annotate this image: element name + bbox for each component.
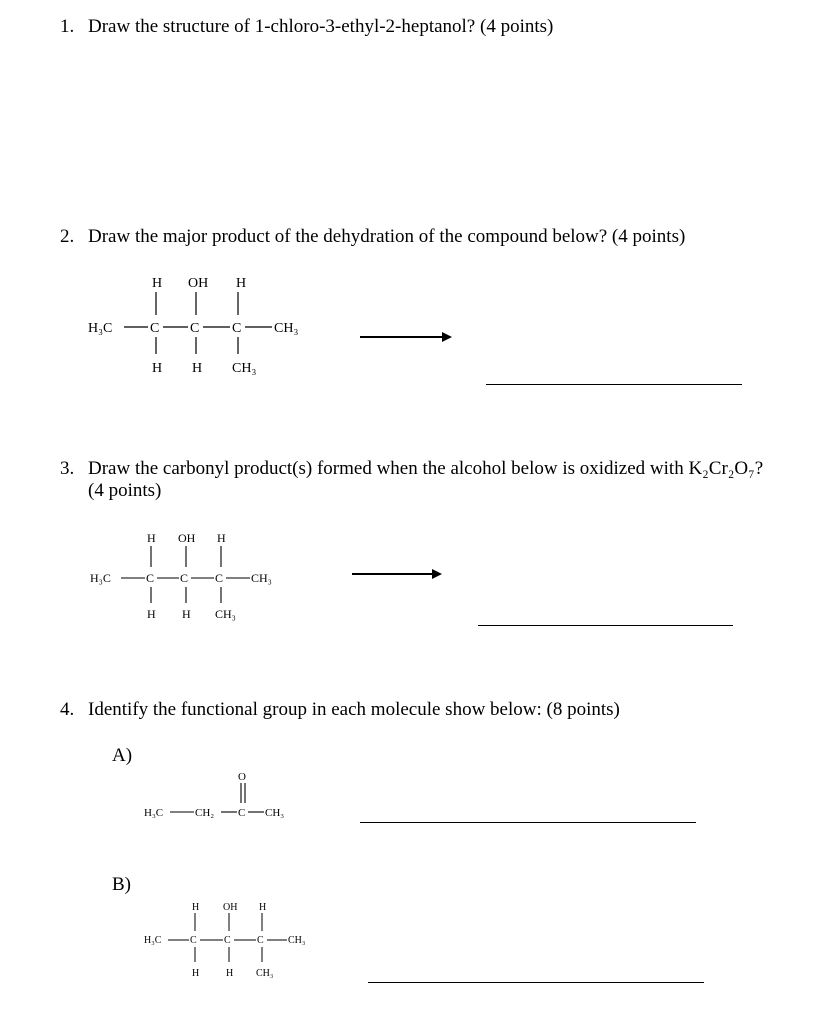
molecule-4a — [144, 768, 344, 828]
part-a-label: A) — [112, 745, 133, 766]
question-points: (4 points) — [88, 480, 162, 501]
mol-text: C — [146, 571, 155, 585]
mol-text: H₃C — [90, 571, 111, 585]
reaction-arrow — [360, 330, 456, 344]
molecule-q3 — [90, 528, 320, 624]
question-number: 3. — [60, 458, 75, 479]
mol-text: C — [190, 935, 197, 946]
mol-text: CH₃ — [256, 968, 274, 979]
question-number: 1. — [60, 16, 75, 37]
mol-text: C — [224, 935, 231, 946]
mol-text: OH — [178, 531, 196, 545]
question-number: 4. — [60, 699, 75, 720]
mol-text: C — [257, 935, 264, 946]
answer-line[interactable] — [368, 982, 704, 983]
mol-text: C — [180, 571, 189, 585]
question-number: 2. — [60, 226, 75, 247]
mol-text: CH₃ — [251, 571, 272, 585]
mol-text: H — [236, 276, 247, 291]
question-text: Draw the carbonyl product(s) formed when the alcohol below is oxidized with K₂Cr₂O₇? — [88, 458, 764, 479]
mol-text: H₃C — [144, 807, 164, 819]
question-text: Draw the major product of the dehydration of the compound below? (4 points) — [88, 226, 686, 247]
mol-text: CH₃ — [232, 361, 257, 376]
mol-text: OH — [188, 276, 209, 291]
mol-text: C — [150, 321, 160, 336]
mol-text: H — [217, 531, 226, 545]
mol-text: CH₂ — [195, 807, 215, 819]
question-3 — [60, 458, 763, 502]
mol-text: C — [232, 321, 242, 336]
mol-text: CH₃ — [215, 607, 236, 621]
question-2 — [60, 226, 685, 248]
mol-text: O — [238, 771, 246, 783]
mol-text: H — [147, 607, 156, 621]
mol-text: H — [192, 902, 200, 913]
mol-text: H₃C — [88, 321, 113, 336]
question-text: Identify the functional group in each molecule show below: (8 points) — [88, 699, 620, 720]
mol-text: H — [259, 902, 267, 913]
mol-text: OH — [223, 902, 238, 913]
answer-line[interactable] — [360, 822, 696, 823]
question-4 — [60, 699, 620, 721]
mol-text: C — [190, 321, 200, 336]
mol-text: C — [215, 571, 224, 585]
mol-text: CH₃ — [265, 807, 285, 819]
mol-text: H₃C — [144, 935, 162, 946]
answer-line[interactable] — [478, 625, 733, 626]
answer-line[interactable] — [486, 384, 742, 385]
mol-text: H — [192, 968, 200, 979]
mol-text: H — [147, 531, 156, 545]
question-text: Draw the structure of 1-chloro-3-ethyl-2-heptanol? (4 points) — [88, 16, 554, 37]
part-b-label: B) — [112, 874, 131, 895]
molecule-4b — [144, 898, 334, 982]
mol-text: H — [226, 968, 234, 979]
reaction-arrow — [352, 567, 448, 581]
question-1 — [60, 16, 553, 38]
mol-text: H — [152, 361, 163, 376]
mol-text: C — [238, 807, 246, 819]
mol-text: CH₃ — [288, 935, 306, 946]
molecule-q2 — [88, 272, 338, 382]
mol-text: H — [152, 276, 163, 291]
mol-text: H — [182, 607, 191, 621]
mol-text: CH₃ — [274, 321, 299, 336]
mol-text: H — [192, 361, 203, 376]
